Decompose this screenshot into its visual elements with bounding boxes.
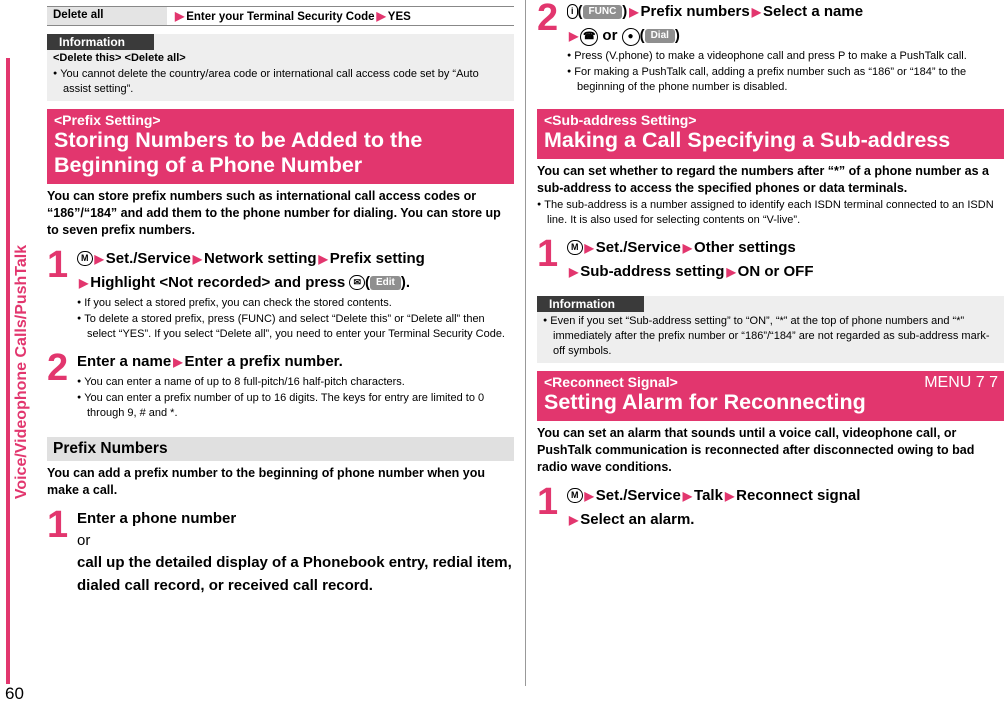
arrow-icon: ▶ xyxy=(682,489,693,503)
step-or: or xyxy=(77,532,91,549)
side-tab-bar xyxy=(6,58,10,684)
step-number: 1 xyxy=(537,233,559,275)
step-2 xyxy=(47,347,514,421)
table-step: YES xyxy=(387,11,411,23)
section-header xyxy=(47,109,514,184)
dial-softkey: Dial xyxy=(645,29,675,43)
section-intro: You can set whether to regard the numbers after “*” of a phone number as a sub-address to access the specified phones or data terminals. xyxy=(537,164,989,195)
func-softkey: FUNC xyxy=(583,5,623,19)
arrow-icon: ▶ xyxy=(79,276,89,290)
menu-key-icon: M xyxy=(567,488,583,503)
left-column xyxy=(47,0,514,597)
step-1 xyxy=(537,233,1004,284)
step-note: ● Press (V.phone) to make a videophone call and press P to make a PushTalk call. xyxy=(567,48,1004,64)
arrow-icon: ▶ xyxy=(175,9,185,23)
section-note: ● The sub-address is a number assigned to identify each ISDN terminal connected to an ISDN line. It is also used for selecting contents on “V-live”. xyxy=(537,197,1004,228)
phone-key-icon: ☎ xyxy=(580,28,598,46)
section-title: Setting Alarm for Reconnecting xyxy=(544,390,866,414)
arrow-icon: ▶ xyxy=(629,5,639,19)
step-note: ● You can enter a prefix number of up to 16 digits. The keys for entry are limited to 0 through 9, # and *. xyxy=(77,390,514,421)
step-instruction: Enter a name ▶ Enter a prefix number. xyxy=(77,353,343,370)
information-head: <Delete this> <Delete all> xyxy=(53,52,186,64)
arrow-icon: ▶ xyxy=(584,489,594,503)
information-box xyxy=(47,34,514,101)
i-mode-key-icon: i xyxy=(567,4,578,19)
step-instruction: i ( FUNC ) ▶ Prefix numbers ▶ Select a name ▶ ☎ or ● ( Dial ) xyxy=(569,3,864,44)
delete-all-table xyxy=(47,6,514,26)
menu-key-icon: M xyxy=(77,251,93,266)
information-box xyxy=(537,296,1004,363)
step-note: ● To delete a stored prefix, press (FUNC) and select “Delete this” or “Delete all” then select “YES”. If you select “Delete all”, you need to enter your Terminal Security Code. xyxy=(77,311,514,342)
information-label: Information xyxy=(47,34,154,50)
step-instruction: call up the detailed display of a Phonebook entry, redial item, dialed call record, or received call record. xyxy=(77,554,512,594)
arrow-icon: ▶ xyxy=(569,513,579,527)
arrow-icon: ▶ xyxy=(569,29,579,43)
right-column xyxy=(537,0,1004,532)
step-instruction: M ▶ Set./Service ▶ Talk ▶ Reconnect signal ▶ Select an alarm. xyxy=(569,487,861,528)
arrow-icon: ▶ xyxy=(724,489,735,503)
page-number: 60 xyxy=(5,684,24,703)
step-1 xyxy=(47,244,514,342)
table-cell-value xyxy=(167,7,417,25)
arrow-icon: ▶ xyxy=(682,241,693,255)
arrow-icon: ▶ xyxy=(726,265,736,279)
column-divider xyxy=(525,0,526,686)
step-1 xyxy=(537,481,1004,532)
prefix-numbers-header: Prefix Numbers xyxy=(47,437,514,461)
information-label: Information xyxy=(537,296,644,312)
step-2 xyxy=(537,0,1004,95)
step-note: ● If you select a stored prefix, you can check the stored contents. xyxy=(77,295,514,311)
step-note: ● For making a PushTalk call, adding a prefix number such as “186” or “184” to the beginning of the phone number is disabled. xyxy=(567,64,1004,95)
arrow-icon: ▶ xyxy=(584,241,594,255)
arrow-icon: ▶ xyxy=(94,252,104,266)
section-subtitle: <Prefix Setting> xyxy=(54,112,161,128)
section-title: Storing Numbers to be Added to the Beginning of a Phone Number xyxy=(54,128,423,177)
step-1 xyxy=(47,504,514,597)
step-number: 1 xyxy=(47,244,69,286)
step-number: 2 xyxy=(47,347,69,389)
information-bullet: ● Even if you set “Sub-address setting” to “ON”, “*” at the top of phone numbers and “*” immediately after the prefix number or “186”/“184” are not regarded as sub-address mark-off symbols. xyxy=(543,313,998,359)
arrow-icon: ▶ xyxy=(569,265,579,279)
table-cell-key: Delete all xyxy=(47,7,167,25)
table-step: Enter your Terminal Security Code xyxy=(186,11,375,23)
section-subtitle: <Reconnect Signal> xyxy=(544,374,678,390)
step-number: 2 xyxy=(537,0,559,39)
step-number: 1 xyxy=(537,481,559,523)
arrow-icon: ▶ xyxy=(318,252,328,266)
edit-softkey: Edit xyxy=(370,276,401,290)
menu-key-icon: M xyxy=(567,240,583,255)
side-title: Voice/Videophone Calls/PushTalk xyxy=(13,244,30,500)
arrow-icon: ▶ xyxy=(173,355,183,369)
step-note: ● You can enter a name of up to 8 full-pitch/16 half-pitch characters. xyxy=(77,374,514,390)
arrow-icon: ▶ xyxy=(376,9,386,23)
arrow-icon: ▶ xyxy=(751,5,761,19)
arrow-icon: ▶ xyxy=(192,252,203,266)
step-instruction: M ▶ Set./Service ▶ Other settings ▶ Sub-address setting ▶ ON or OFF xyxy=(569,239,814,280)
section-header xyxy=(537,371,1004,421)
section-header xyxy=(537,109,1004,159)
mail-key-icon: ✉ xyxy=(349,275,365,290)
step-instruction: M ▶ Set./Service ▶ Network setting ▶ Prefix setting ▶ Highlight <Not recorded> and press ✉ ( Edit ). xyxy=(79,250,425,291)
section-intro: You can add a prefix number to the beginning of phone number when you make a call. xyxy=(47,466,485,497)
step-instruction: Enter a phone number xyxy=(77,510,237,527)
section-intro: You can store prefix numbers such as international call access codes or “186”/“184” and add them to the phone number for dialing. You can store up to seven prefix numbers. xyxy=(47,189,501,237)
step-number: 1 xyxy=(47,504,69,546)
center-key-icon: ● xyxy=(622,28,640,46)
section-subtitle: <Sub-address Setting> xyxy=(544,112,697,128)
information-bullet: ● You cannot delete the country/area code or international call access code set by “Auto assist setting”. xyxy=(53,66,508,97)
shortcut-keys: MENU 7 7 xyxy=(924,374,998,391)
side-tab xyxy=(0,0,30,704)
section-intro: You can set an alarm that sounds until a voice call, videophone call, or PushTalk communication is reconnected after disconnected owing to bad radio wave conditions. xyxy=(537,426,975,474)
section-title: Making a Call Specifying a Sub-address xyxy=(544,128,951,152)
